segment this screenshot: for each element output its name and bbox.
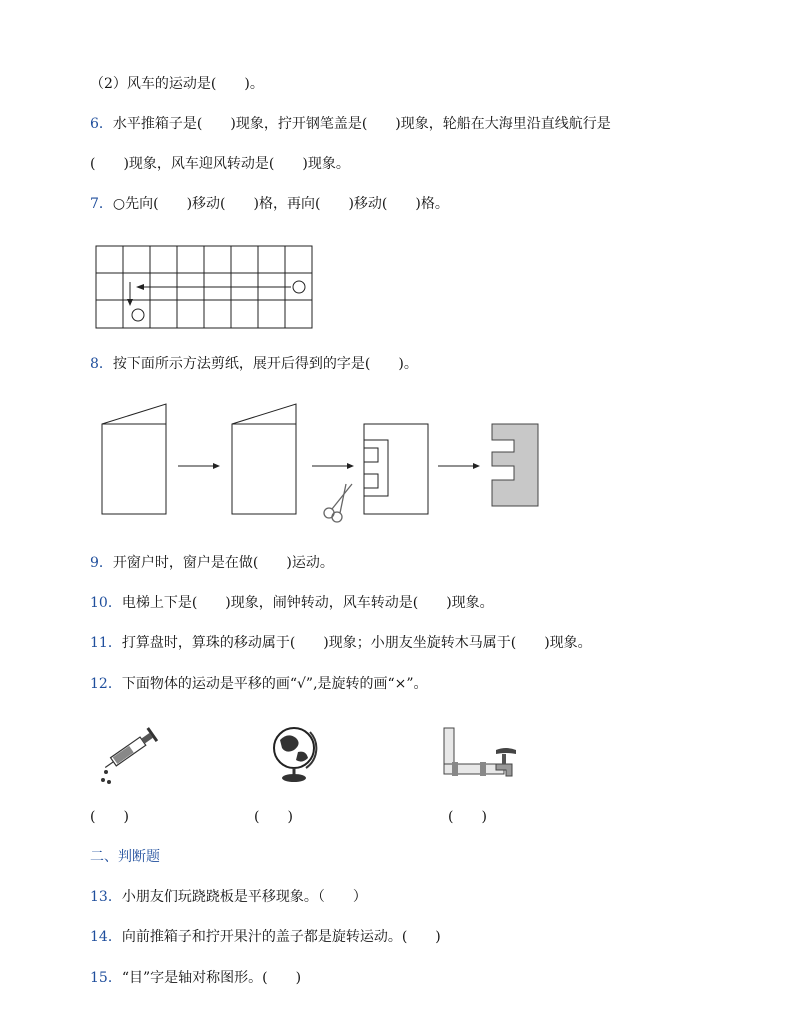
q11-text: 打算盘时，算珠的移动属于( )现象；小朋友坐旋转木马属于( )现象。: [121, 635, 592, 651]
syringe-icon: [96, 716, 168, 786]
q5-part2: （2）风车的运动是( )。: [90, 76, 264, 92]
q14-line: [90, 927, 441, 947]
q8-text: 按下面所示方法剪纸，展开后得到的字是( )。: [112, 356, 418, 372]
q15-line: [90, 968, 301, 988]
grid-figure: [94, 244, 316, 332]
q7-text: ○先向( )移动( )格，再向( )移动( )格。: [112, 196, 449, 212]
section-heading-judgement: 二、判断题: [90, 849, 160, 865]
q13-text: 小朋友们玩跷跷板是平移现象。（ ）: [121, 889, 367, 905]
q9-text: 开窗户时，窗户是在做( )运动。: [112, 555, 334, 571]
q8-line: [90, 354, 418, 374]
q10-line: [90, 593, 494, 613]
q12-line: [90, 674, 428, 694]
globe-icon: [266, 722, 326, 784]
q15-number: 15．: [90, 970, 122, 986]
q9-number: 9．: [90, 555, 113, 571]
q8-number: 8．: [90, 356, 113, 372]
paper-cut-figure: [96, 396, 546, 526]
q7-line: [90, 194, 449, 214]
q11-number: 11．: [90, 635, 122, 651]
answer-blank-3[interactable]: ( ): [448, 809, 487, 825]
answer-blank-2[interactable]: ( ): [254, 809, 293, 825]
q12-text: 下面物体的运动是平移的画“√”,是旋转的画“×”。: [121, 676, 428, 692]
q15-text: “目”字是轴对称图形。( ): [121, 970, 302, 986]
scissors-icon: [324, 484, 352, 522]
faucet-icon: [440, 726, 524, 784]
q12-number: 12．: [90, 676, 122, 692]
q9-line: [90, 553, 334, 573]
q13-line: [90, 887, 367, 907]
q6-line1: [90, 114, 611, 134]
q11-line: [90, 633, 592, 653]
q6-number: 6．: [90, 116, 113, 132]
q6-line2: ( )现象，风车迎风转动是( )现象。: [90, 156, 350, 172]
q7-number: 7．: [90, 196, 113, 212]
q13-number: 13．: [90, 889, 122, 905]
answer-blank-1[interactable]: ( ): [90, 809, 129, 825]
q10-text: 电梯上下是( )现象，闹钟转动，风车转动是( )现象。: [121, 595, 494, 611]
q6-text-1: 水平推箱子是( )现象，拧开钢笔盖是( )现象，轮船在大海里沿直线航行是: [112, 116, 611, 132]
q14-number: 14．: [90, 929, 122, 945]
q10-number: 10．: [90, 595, 122, 611]
q14-text: 向前推箱子和拧开果汁的盖子都是旋转运动。( ): [121, 929, 441, 945]
